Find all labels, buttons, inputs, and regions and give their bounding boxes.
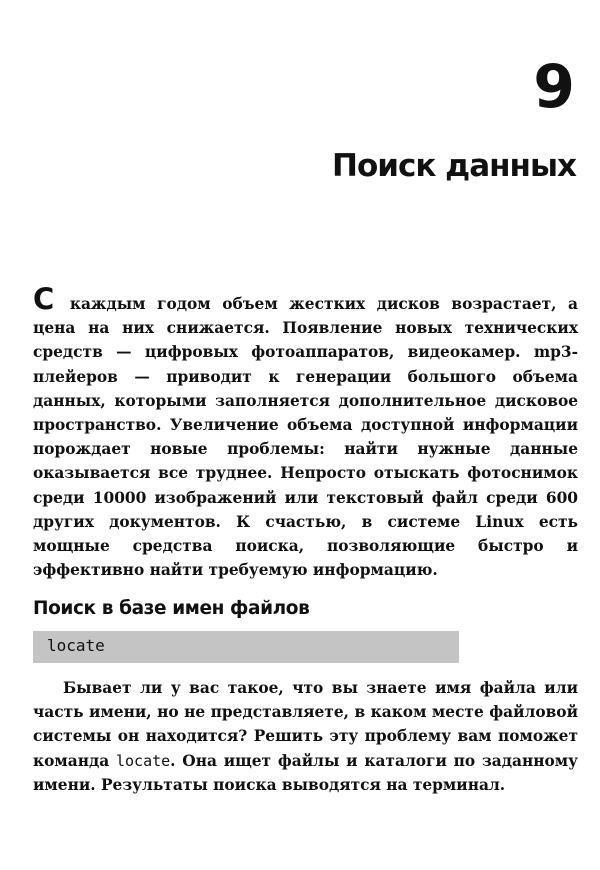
section-heading: Поиск в базе имен файлов	[33, 598, 310, 619]
chapter-number: 9	[533, 52, 574, 122]
section-paragraph	[33, 676, 578, 797]
paragraph-text-before: Бывает ли у вас такое, что вы знаете имя файла или часть имени, но не представляете, в каком месте файловой системы он находится? Решить эту проблему вам поможет команда	[33, 679, 578, 770]
intro-text: каждым годом объем жестких дисков возрастает, а цена на них снижается. Появление новых технических средств — цифровых фотоаппаратов, видеокамер. mp3-плейеров — приводит к генерации большого объема данных, которыми заполняется дополнительное дисковое пространство. Увеличение объема доступной информации порождает новые проблемы: найти нужные данные оказывается все труднее. Непросто отыскать фотоснимок среди 10000 изображений или текстовый файл среди 600 других документов. К счастью, в системе Linux есть мощные средства поиска, позволяющие быстро и эффективно найти требуемую информацию.	[33, 295, 578, 580]
inline-command: locate	[115, 751, 171, 770]
paragraph-text-after: . Она ищет файлы и каталоги по заданному имени. Результаты поиска выводятся на терминал.	[33, 751, 579, 794]
command-name: locate	[47, 636, 105, 655]
command-banner	[33, 631, 459, 663]
chapter-title: Поиск данных	[332, 148, 576, 184]
drop-cap: С	[33, 282, 55, 316]
intro-paragraph	[33, 282, 578, 582]
